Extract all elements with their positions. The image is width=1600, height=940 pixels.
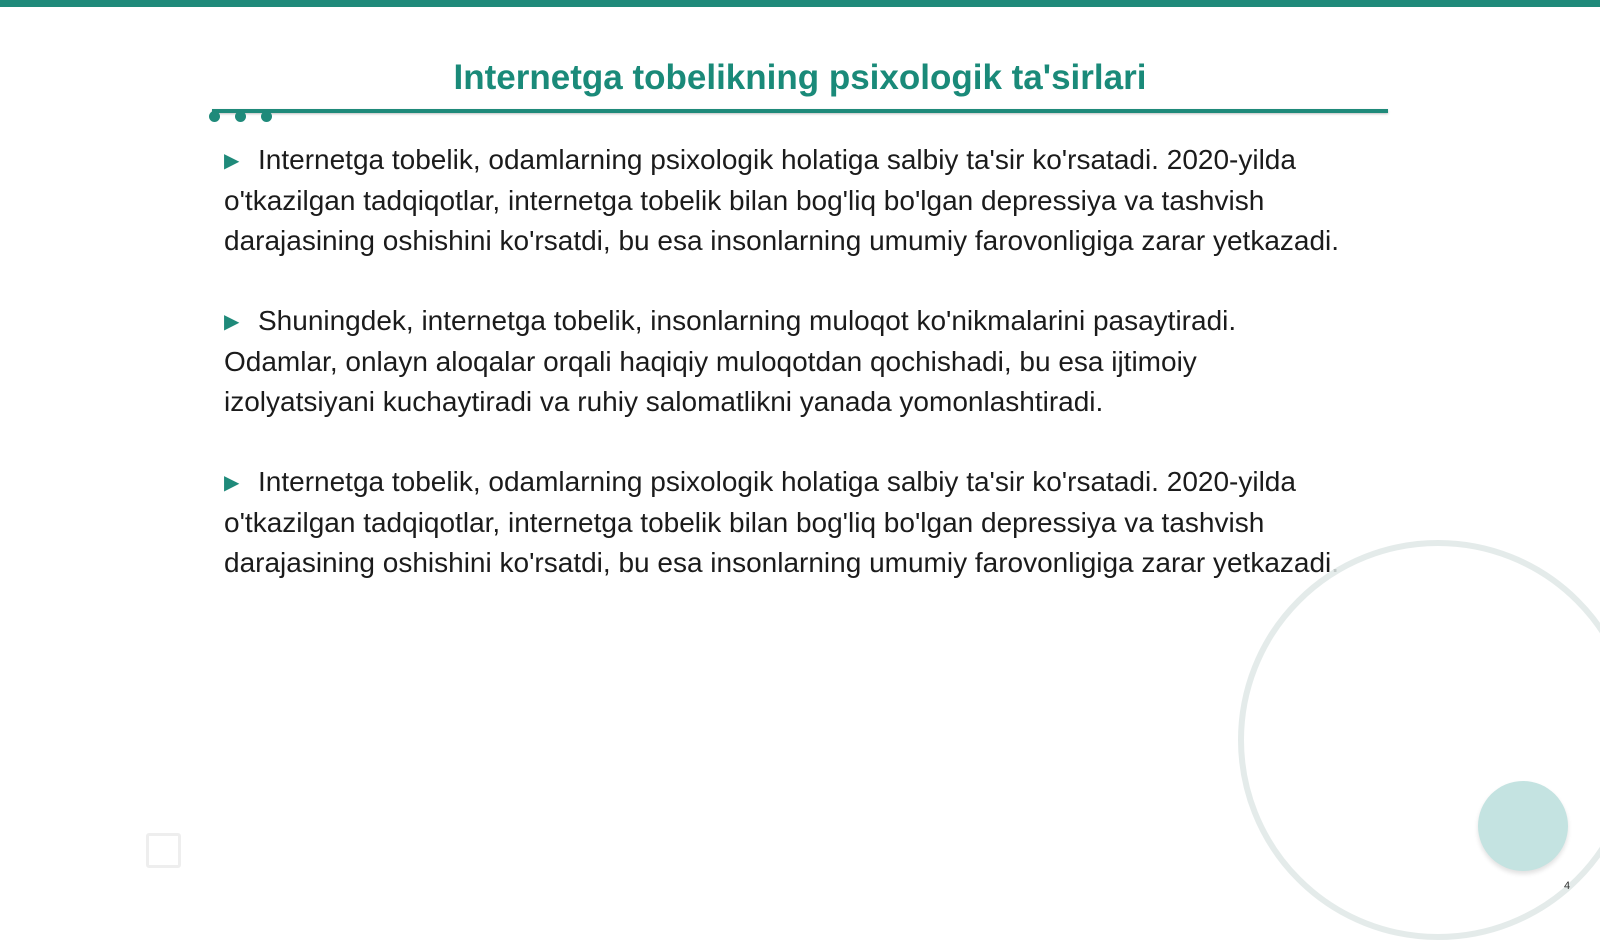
paragraph-3-text: Internetga tobelik, odamlarning psixologik holatiga salbiy ta'sir ko'rsatadi. 2020-yilda o'tkazilgan tadqiqotlar, internetga tobelik bilan bog'liq bo'lgan depressiya va tashvish darajasining oshishini ko'rsatdi, bu esa insonlarning umumiy farovonligiga zarar yetkazadi.: [224, 466, 1340, 578]
decorative-square: [146, 833, 181, 868]
bullet-arrow-icon: ▶: [224, 472, 240, 494]
slide-body: [224, 140, 1349, 623]
bullet-arrow-icon: ▶: [224, 311, 240, 333]
paragraph-1: [224, 140, 1349, 261]
paragraph-3: [224, 462, 1349, 583]
divider-dot-1: [209, 111, 220, 122]
top-accent-bar: [0, 0, 1600, 7]
title-divider: [212, 109, 1388, 113]
paragraph-2-text: Shuningdek, internetga tobelik, insonlarning muloqot ko'nikmalarini pasaytiradi. Odamlar, onlayn aloqalar orqali haqiqiy muloqotdan qochishadi, bu esa ijtimoiy izolyatsiyani kuchaytiradi va ruhiy salomatlikni yanada yomonlashtiradi.: [224, 305, 1237, 417]
paragraph-2: [224, 301, 1349, 422]
page-number: 4: [1564, 880, 1571, 892]
decorative-disc: [1478, 781, 1568, 871]
slide-title: Internetga tobelikning psixologik ta'sirlari: [453, 58, 1147, 97]
divider-dot-2: [235, 111, 246, 122]
bullet-arrow-icon: ▶: [224, 150, 240, 172]
paragraph-1-text: Internetga tobelik, odamlarning psixologik holatiga salbiy ta'sir ko'rsatadi. 2020-yilda o'tkazilgan tadqiqotlar, internetga tobelik bilan bog'liq bo'lgan depressiya va tashvish darajasining oshishini ko'rsatdi, bu esa insonlarning umumiy farovonligiga zarar yetkazadi.: [224, 144, 1340, 256]
divider-dot-3: [261, 111, 272, 122]
